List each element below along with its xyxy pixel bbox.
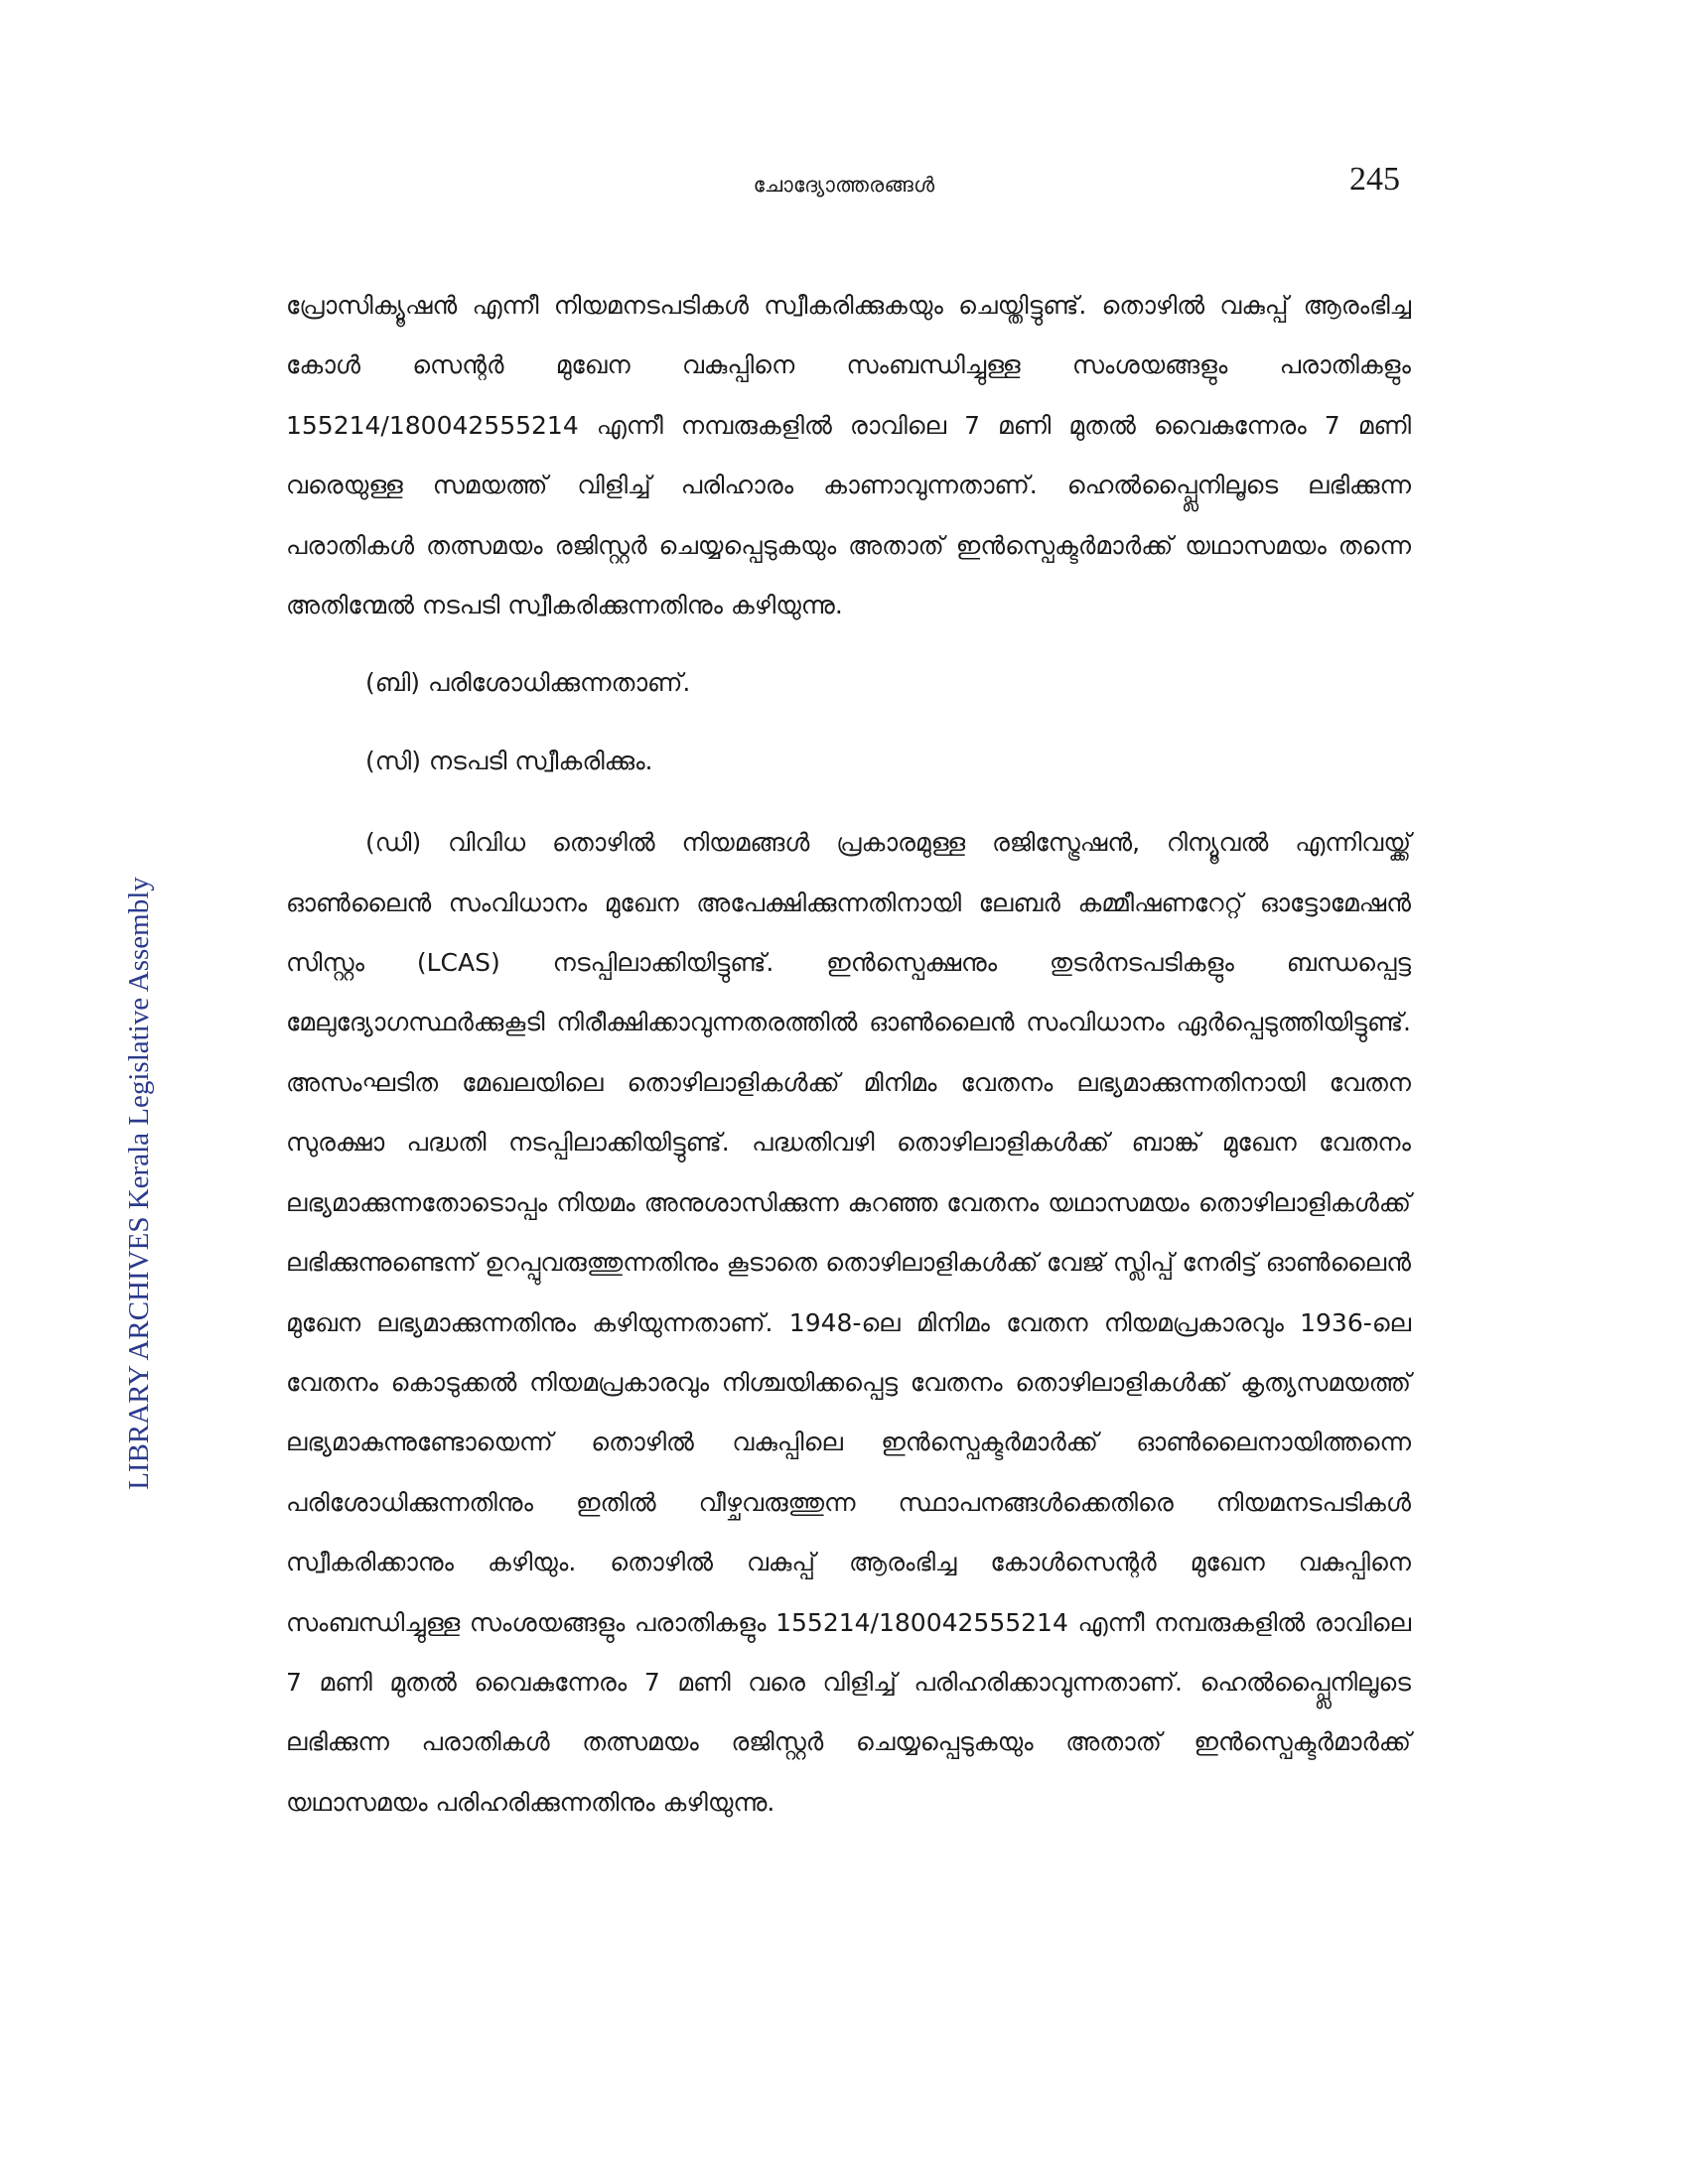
running-title: ചോദ്യോത്തരങ്ങൾ bbox=[753, 173, 935, 197]
page-number: 245 bbox=[1349, 161, 1400, 198]
page-body bbox=[286, 276, 1411, 1833]
archive-watermark-label: LIBRARY ARCHIVES Kerala Legislative Assembly bbox=[123, 877, 155, 1490]
answer-c: (സി) നടപടി സ്വീകരിക്കും. bbox=[365, 746, 653, 775]
answer-a-continuation: പ്രോസിക്യൂഷൻ എന്നീ നിയമനടപടികൾ സ്വീകരിക്കുകയും ചെയ്തിട്ടുണ്ട്. തൊഴിൽ വകുപ്പ് ആരംഭിച്ച കോൾ സെന്റർ മുഖേന വകുപ്പിനെ സംബന്ധിച്ചുള്ള സംശയങ്ങളും പരാതികളും 155214/180042555214 എന്നീ നമ്പരുകളിൽ രാവിലെ 7 മണി മുതൽ വൈകുന്നേരം 7 മണി വരെയുള്ള സമയത്ത് വിളിച്ച് പരിഹാരം കാണാവുന്നതാണ്. ഹെൽപ്പ്ലൈനിലൂടെ ലഭിക്കുന്ന പരാതികൾ തത്സമയം രജിസ്റ്റർ ചെയ്യപ്പെടുകയും അതാത് ഇൻസ്പെക്ടർമാർക്ക് യഥാസമയം തന്നെ അതിന്മേൽ നടപടി സ്വീകരിക്കുന്നതിനും കഴിയുന്നു. bbox=[286, 291, 1411, 620]
answer-b: (ബി) പരിശോധിക്കുന്നതാണ്. bbox=[365, 668, 691, 698]
running-head bbox=[0, 161, 1688, 206]
answer-d: (ഡി) വിവിധ തൊഴിൽ നിയമങ്ങൾ പ്രകാരമുള്ള രജിസ്ട്രേഷൻ, റിന്യൂവൽ എന്നിവയ്ക്ക് ഓൺലൈൻ സംവിധാനം മുഖേന അപേക്ഷിക്കുന്നതിനായി ലേബർ കമ്മീഷണറേറ്റ് ഓട്ടോമേഷൻ സിസ്റ്റം (LCAS) നടപ്പിലാക്കിയിട്ടുണ്ട്. ഇൻസ്പെക്ഷനും തുടർനടപടികളും ബന്ധപ്പെട്ട മേലുദ്യോഗസ്ഥർക്കുകൂടി നിരീക്ഷിക്കാവുന്നതരത്തിൽ ഓൺലൈൻ സംവിധാനം ഏർപ്പെടുത്തിയിട്ടുണ്ട്. അസംഘടിത മേഖലയിലെ തൊഴിലാളികൾക്ക് മിനിമം വേതനം ലഭ്യമാക്കുന്നതിനായി വേതന സുരക്ഷാ പദ്ധതി നടപ്പിലാക്കിയിട്ടുണ്ട്. പദ്ധതിവഴി തൊഴിലാളികൾക്ക് ബാങ്ക് മുഖേന വേതനം ലഭ്യമാക്കുന്നതോടൊപ്പം നിയമം അനുശാസിക്കുന്ന കുറഞ്ഞ വേതനം യഥാസമയം തൊഴിലാളികൾക്ക് ലഭിക്കുന്നുണ്ടെന്ന് ഉറപ്പുവരുത്തുന്നതിനും കൂടാതെ തൊഴിലാളികൾക്ക് വേജ് സ്ലിപ്പ് നേരിട്ട് ഓൺലൈൻ മുഖേന ലഭ്യമാക്കുന്നതിനും കഴിയുന്നതാണ്. 1948-ലെ മിനിമം വേതന നിയമപ്രകാരവും 1936-ലെ വേതനം കൊടുക്കൽ നിയമപ്രകാരവും നിശ്ചയിക്കപ്പെട്ട വേതനം തൊഴിലാളികൾക്ക് കൃത്യസമയത്ത് ലഭ്യമാകുന്നുണ്ടോയെന്ന് തൊഴിൽ വകുപ്പിലെ ഇൻസ്പെക്ടർമാർക്ക് ഓൺലൈനായിത്തന്നെ പരിശോധിക്കുന്നതിനും ഇതിൽ വീഴ്ചവരുത്തുന്ന സ്ഥാപനങ്ങൾക്കെതിരെ നിയമനടപടികൾ സ്വീകരിക്കാനും കഴിയും. തൊഴിൽ വകുപ്പ് ആരംഭിച്ച കോൾസെന്റർ മുഖേന വകുപ്പിനെ സംബന്ധിച്ചുള്ള സംശയങ്ങളും പരാതികളും 155214/180042555214 എന്നീ നമ്പരുകളിൽ രാവിലെ 7 മണി മുതൽ വൈകുന്നേരം 7 മണി വരെ വിളിച്ച് പരിഹരിക്കാവുന്നതാണ്. ഹെൽപ്പ്ലൈനിലൂടെ ലഭിക്കുന്ന പരാതികൾ തത്സമയം രജിസ്റ്റർ ചെയ്യപ്പെടുകയും അതാത് ഇൻസ്പെക്ടർമാർക്ക് യഥാസമയം പരിഹരിക്കുന്നതിനും കഴിയുന്നു. bbox=[286, 828, 1411, 1817]
